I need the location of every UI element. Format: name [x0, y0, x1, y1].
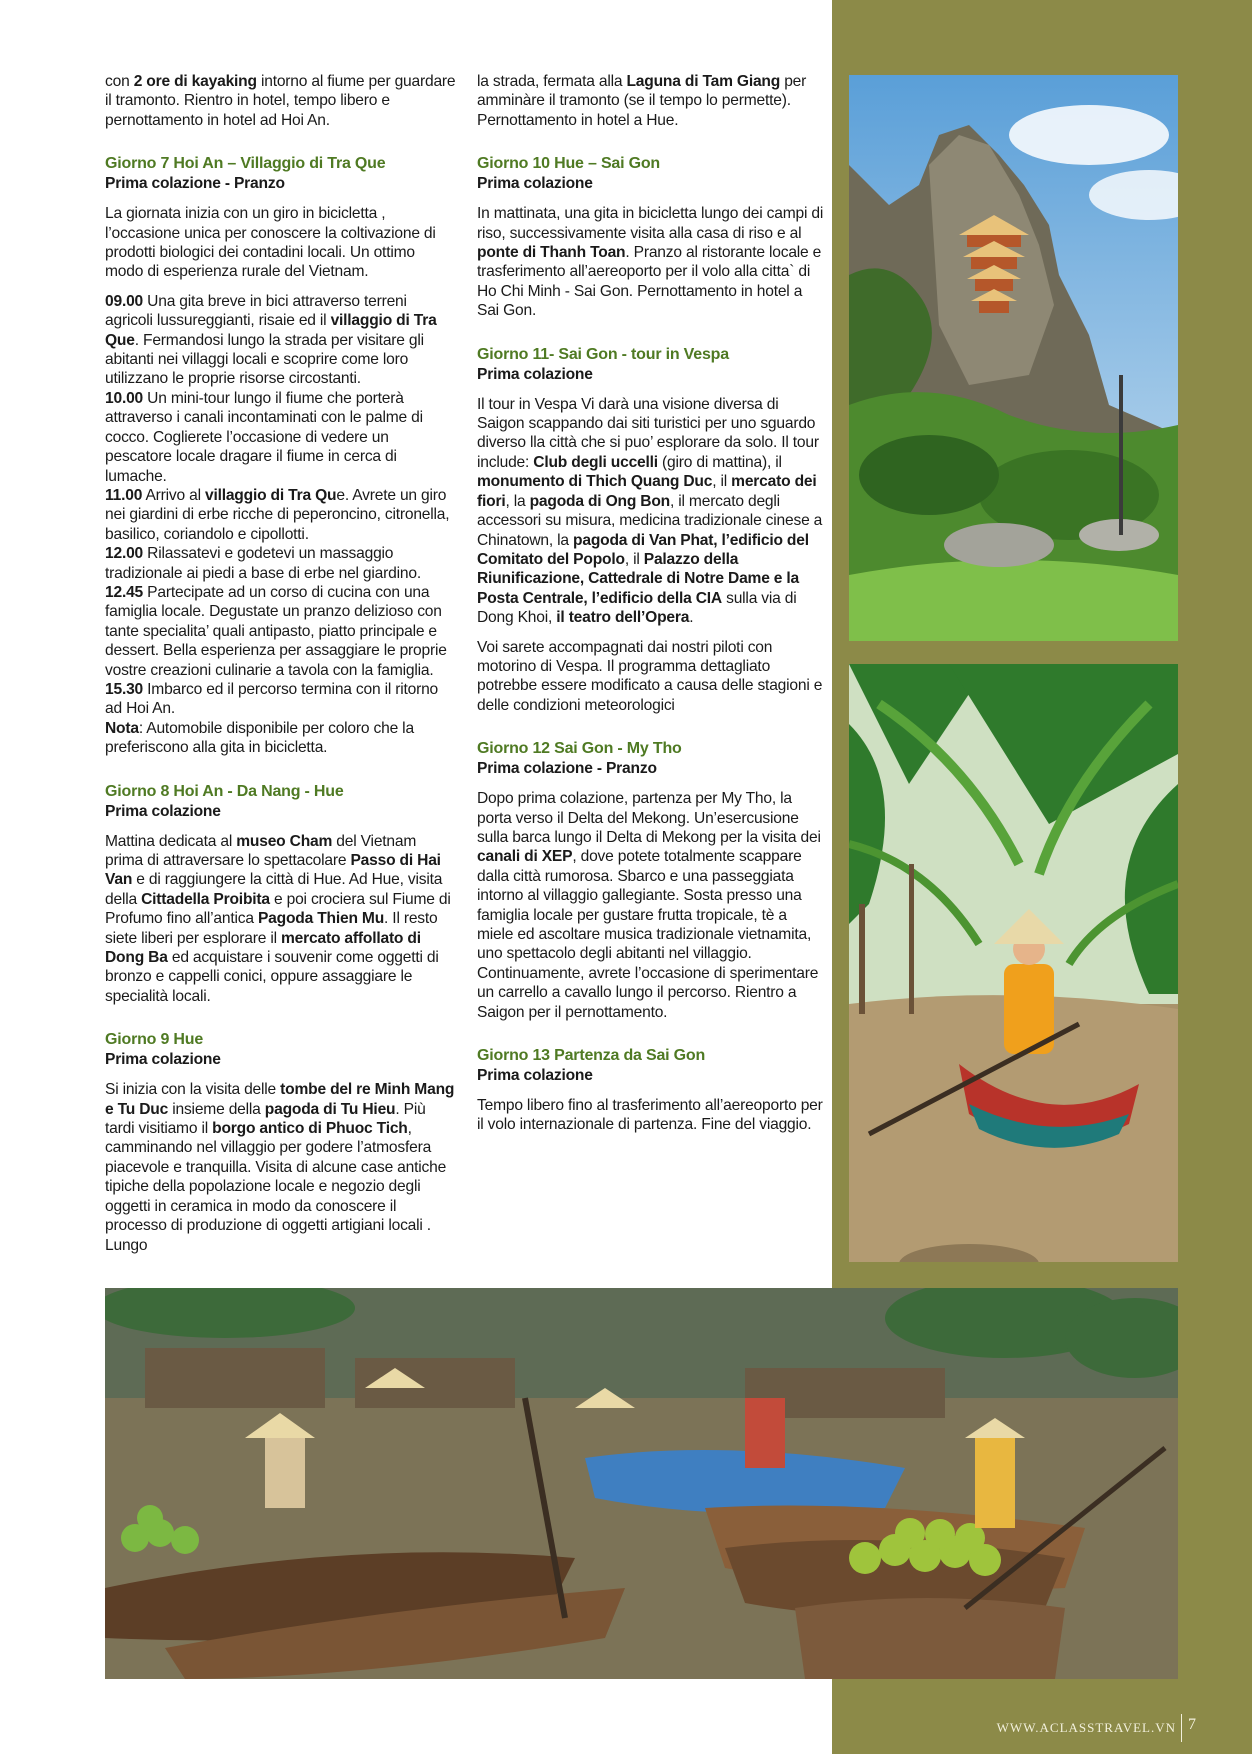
day9-meal: Prima colazione — [105, 1051, 221, 1069]
day11-title: Giorno 11- Sai Gon - tour in Vespa — [477, 345, 729, 363]
day7-title: Giorno 7 Hoi An – Villaggio di Tra Que — [105, 155, 386, 173]
day10-paragraph: In mattinata, una gita in bicicletta lungo dei campi di riso, successivamente visita alla casa di riso e al ponte di Thanh Toan. Pranzo al ristorante locale e trasferimento all’aereoporto per il volo alla citta` di Ho Chi Minh - Sai Gon. Pernottamento in hotel a Sai Gon. — [477, 205, 824, 320]
day10-meal: Prima colazione — [477, 175, 593, 193]
day12-title: Giorno 12 Sai Gon - My Tho — [477, 740, 682, 758]
pagoda-mountain-photo — [849, 75, 1178, 641]
day7-note: Nota: Automobile disponibile per coloro che la preferiscono alla gita in bicicletta. — [105, 719, 414, 757]
footer-divider — [1181, 1714, 1182, 1742]
day10-title: Giorno 10 Hue – Sai Gon — [477, 155, 660, 173]
day13-meal: Prima colazione — [477, 1067, 593, 1085]
day7-schedule-1245: 12.45 Partecipate ad un corso di cucina con una famiglia locale. Degustate un pranzo delizioso con tante specialita’ quali antipasto, piatto principale e dessert. Bella esperienza per assaggiare le proprie vostre creazioni culinarie a tavola con la famiglia. — [105, 583, 447, 679]
col2-intro-paragraph: la strada, fermata alla Laguna di Tam Giang per amminàre il tramonto (se il tempo lo permette). Pernottamento in hotel a Hue. — [477, 73, 807, 129]
day11-note: Voi sarete accompagnati dai nostri piloti con motorino di Vespa. Il programma dettagliato potrebbe essere modificato a causa delle stagioni e delle condizioni meteorologici — [477, 638, 823, 714]
footer-page-number: 7 — [1188, 1716, 1196, 1733]
text-column-left — [105, 72, 457, 1265]
woman-rowing-boat-photo — [849, 664, 1178, 1262]
day7-schedule-1000: 10.00 Un mini-tour lungo il fiume che porterà attraverso i canali incontaminati con le palme di cocco. Coglierete l’occasione di vedere un pescatore locale dragare il fiume in cerca di lumache. — [105, 389, 423, 485]
day7-intro: La giornata inizia con un giro in bicicletta , l’occasione unica per conoscere la coltivazione di prodotti biologici dei contadini locali. Un ottimo modo di esperienza rurale del Vietnam. — [105, 205, 436, 281]
day13-title: Giorno 13 Partenza da Sai Gon — [477, 1047, 706, 1065]
day8-paragraph: Mattina dedicata al museo Cham del Vietnam prima di attraversare lo spettacolare Passo di Hai Van e di raggiungere la città di Hue. Ad Hue, visita della Cittadella Proibita e poi crociera sul Fiume di Profumo fino all’antica Pagoda Thien Mu. Il resto siete liberi per esplorare il mercato affollato di Dong Ba ed acquistare i souvenir come oggetti di bronzo e cappelli conici, oppure assaggiare le specialità locali. — [105, 832, 451, 1005]
text-column-right — [477, 72, 827, 1145]
day8-meal: Prima colazione — [105, 802, 221, 820]
floating-market-photo — [105, 1288, 1178, 1679]
day13-paragraph: Tempo libero fino al trasferimento all’aereoporto per il volo internazionale di partenza. Fine del viaggio. — [477, 1097, 823, 1134]
day11-paragraph: Il tour in Vespa Vi darà una visione diversa di Saigon scappando dai siti turistici per uno sguardo diverso lla città che si puo’ esplorare da solo. Il tour include: Club degli uccelli (giro di mattina), il monumento di Thich Quang Duc, il mercato dei fiori, la pagoda di Ong Bon, il mercato degli accessori su misura, medicina tradizionale cinese a Chinatown, la pagoda di Van Phat, l’edificio del Comitato del Popolo, il Palazzo della Riunificazione, Cattedrale di Notre Dame e la Posta Centrale, l’edificio della CIA sulla via di Dong Khoi, il teatro dell’Opera. — [477, 395, 823, 627]
day7-schedule-1530: 15.30 Imbarco ed il percorso termina con il ritorno ad Hoi An. — [105, 680, 439, 718]
day7-schedule-1200: 12.00 Rilassatevi e godetevi un massaggio tradizionale ai piedi a base di erbe nel giardino. — [105, 545, 421, 582]
intro-paragraph: con 2 ore di kayaking intorno al fiume per guardare il tramonto. Rientro in hotel, tempo libero e pernottamento in hotel ad Hoi An. — [105, 73, 456, 129]
day7-meal: Prima colazione - Pranzo — [105, 175, 285, 193]
day9-paragraph: Si inizia con la visita delle tombe del re Minh Mang e Tu Duc insieme della pagoda di Tu Hieu. Più tardi visitiamo il borgo antico di Phuoc Tich, camminando nel villaggio per godere l’atmosfera piacevole e tranquilla. Visita di alcune case antiche tipiche della popolazione locale e negozio degli oggetti in ceramica in modo da conoscere il processo di produzione di oggetti artigiani locali . Lungo — [105, 1081, 455, 1254]
day8-title: Giorno 8 Hoi An - Da Nang - Hue — [105, 782, 344, 800]
day12-paragraph: Dopo prima colazione, partenza per My Tho, la porta verso il Delta del Mekong. Un’esercusione sulla barca lungo il Delta di Mekong per la visita dei canali di XEP, dove potete totalmente scappare dalla città rumorosa. Sbarco e una passeggiata intorno al villaggio gallegiante. Sosta presso una famiglia locale per gustare frutta tropicale, tè a miele ed ascoltare musica tradizionale vietnamita, uno spettacolo degli abitanti nel villaggio. Continuamente, avrete l’occasione di sperimentare un carrello a cavallo lungo il percorso. Rientro a Saigon per il pernottamento. — [477, 790, 821, 1021]
day7-schedule-0900: 09.00 Una gita breve in bici attraverso terreni agricoli lussureggianti, risaie ed il villaggio di Tra Que. Fermandosi lungo la strada per visitare gli abitanti nei villaggi locali e scoprire come loro utilizzano le proprie risorse circostanti. — [105, 292, 437, 388]
day11-meal: Prima colazione — [477, 365, 593, 383]
day7-schedule-1100: 11.00 Arrivo al villaggio di Tra Que. Avrete un giro nei giardini di erbe ricche di peperoncino, citronella, basilico, coriandolo e cipollotti. — [105, 486, 450, 543]
day12-meal: Prima colazione - Pranzo — [477, 760, 657, 778]
day9-title: Giorno 9 Hue — [105, 1031, 204, 1049]
footer-website-url: WWW.ACLASSTRAVEL.VN — [996, 1720, 1176, 1735]
